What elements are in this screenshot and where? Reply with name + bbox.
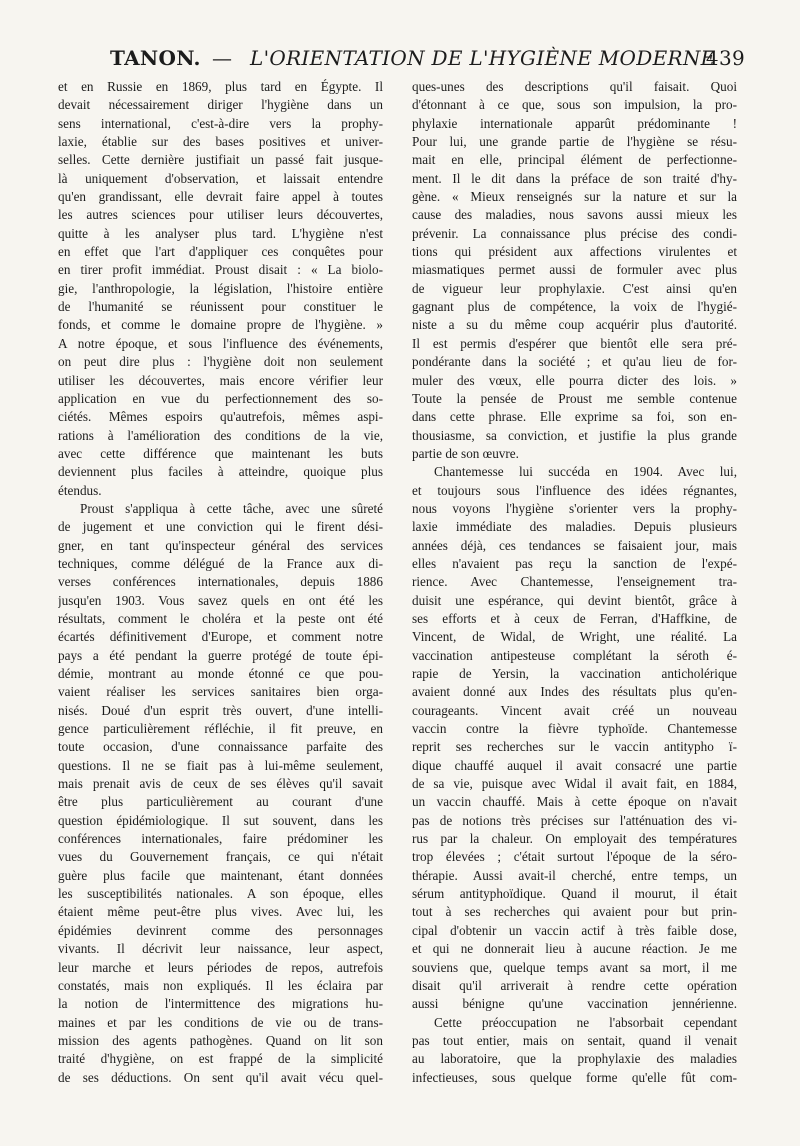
left-column-line: gner, en tant qu'inspecteur général des services <box>58 537 383 553</box>
running-header <box>60 42 745 74</box>
left-column-line: résultats, comment le choléra et la peste ont été <box>58 610 383 626</box>
left-column-line: de jugement et une conviction qui le firent dési- <box>58 519 383 535</box>
left-column-line: vues du Gouvernement français, ce qui n'était <box>58 849 383 865</box>
right-column-line: rapie de Yersin, la vaccination anticholérique <box>412 666 737 681</box>
left-column-line: de ses déductions. On sent qu'il avait vécu quel- <box>58 1069 383 1085</box>
right-column-line: sérum antityphoïdique. Quand il mourut, il était <box>412 886 737 902</box>
left-column-line: deviennent plus faciles à atteindre, quoique plus <box>58 464 383 480</box>
left-column-line: être plus particulièrement au courant d'une <box>58 794 383 810</box>
right-column-line: tions qui président aux affections virulentes et <box>412 244 737 260</box>
left-column-line: maines et par les conditions de vie ou de trans- <box>58 1014 383 1030</box>
right-column-line: elles n'avaient pas reçu la sanction de l'expé- <box>412 555 737 571</box>
right-column-line: nous voyons l'hygiène s'orienter vers la prophy- <box>412 500 737 516</box>
right-column-line: un vaccin chauffé. Mais à cette époque on n'avait <box>412 794 737 810</box>
left-column-line: de l'humanité se réunissent pour constituer le <box>58 299 383 315</box>
right-column-line: laxie immédiate des maladies. Depuis plusieurs <box>412 519 737 535</box>
left-column-line: nisés. Doué d'un esprit très ouvert, d'une intelli- <box>58 702 383 718</box>
right-column-line: duisit une espérance, qui devint bientôt, grâce à <box>412 592 737 608</box>
right-column-line: Toute la pensée de Proust me semble contenue <box>412 390 737 406</box>
right-column-line: dique chauffé auquel il avait consacré une partie <box>412 757 737 773</box>
right-column-line: années déjà, ces tendances se faisaient jour, mais <box>412 537 737 553</box>
right-column-line: d'étonnant à ce que, sous son impulsion, la pro- <box>412 97 737 113</box>
left-column-line: et en Russie en 1869, plus tard en Égypte. Il <box>58 79 383 94</box>
left-column-line: selles. Cette dernière justifiait un passé fait jusque- <box>58 152 383 168</box>
header-author: TANON. <box>110 46 201 70</box>
right-column-line: niste a su du même coup acquérir plus d'autorité. <box>412 317 737 333</box>
left-column-line: traité d'hygiène, on est frappé de la simplicité <box>58 1051 383 1067</box>
right-column-line: thousiasme, sa conviction, et justifie la plus grande <box>412 427 737 443</box>
left-column-line: étaient même peut-être plus vives. Avec lui, les <box>58 904 383 920</box>
left-column-line: jusqu'en 1903. Vous savez quels en ont été les <box>58 592 383 608</box>
left-column-line: application en vue du perfectionnement des so- <box>58 390 383 406</box>
left-column-line: étendus. <box>58 482 102 498</box>
right-column-line: rience. Avec Chantemesse, l'enseignement tra- <box>412 574 737 590</box>
left-column-line: quitte à les analyser plus tard. L'hygiène n'est <box>58 225 383 241</box>
right-column <box>412 78 737 1087</box>
left-column-line: mission des agents pathogènes. Quand on lit son <box>58 1032 383 1048</box>
left-column-line: qu'en grandissant, elle devrait faire appel à toutes <box>58 189 383 205</box>
right-column-line: gène. « Mieux renseignés sur la nature et sur la <box>412 189 737 205</box>
right-column-line: cipal d'obtenir un vaccin actif à très faible dose, <box>412 922 737 938</box>
left-column-line: guère plus facile que maintenant, étant données <box>58 867 383 883</box>
right-column-line: Cette préoccupation ne l'absorbait cependant <box>434 1014 737 1030</box>
right-column-line: disait qu'il arriverait à rendre cette opération <box>412 977 737 993</box>
left-column-line: démie, montrant au monde étonné ce que pou- <box>58 666 383 681</box>
left-column-line: utiliser les découvertes, mais encore vérifier leur <box>58 372 383 388</box>
left-column-line: en effet que l'art d'appliquer ces conquêtes pour <box>58 244 383 260</box>
right-column-line: mait en elle, principal élément de perfectionne- <box>412 152 737 168</box>
right-column-line: muler des vœux, elle pourra dicter des lois. » <box>412 372 737 388</box>
right-column-line: souviens que, quelque temps avant sa mort, il me <box>412 959 737 975</box>
left-column-line: avec cette différence que maintenant les buts <box>58 445 383 461</box>
right-column-line: Chantemesse lui succéda en 1904. Avec lui, <box>434 464 737 480</box>
left-column-line: constatés, mais non expliqués. Il les éclaira par <box>58 977 383 993</box>
left-column-line: rations à l'amélioration des conditions de la vie, <box>58 427 383 443</box>
right-column-line: dans cette phrase. Elle exprime sa foi, son en- <box>412 409 737 425</box>
right-column-line: rus par la chaleur. On employait des températures <box>412 831 737 847</box>
left-column-line: les autres sciences pour utiliser leurs découvertes, <box>58 207 383 223</box>
left-column-line: gie, l'anthropologie, la législation, l'histoire entière <box>58 280 383 296</box>
right-column-line: pondérante dans la société ; et qu'au lieu de for- <box>412 354 737 370</box>
left-column-line: laxie, établie sur des bases positives et univer- <box>58 134 383 150</box>
page-number: 439 <box>705 46 745 70</box>
right-column-line: avaient donné aux Indes des résultats plus qu'en- <box>412 684 737 700</box>
left-column-line: verses conférences internationales, depuis 1886 <box>58 574 383 590</box>
header-separator: — <box>212 46 233 70</box>
left-column-line: en tirer profit immédiat. Proust disait : « La biolo- <box>58 262 383 278</box>
left-column-line: fonds, et comme le domaine propre de l'hygiène. » <box>58 317 383 333</box>
left-column-line: A notre époque, et sous l'influence des événements, <box>58 335 383 351</box>
right-column-line: Il est permis d'espérer que bientôt elle sera pré- <box>412 335 737 351</box>
right-column-line: prévenir. La connaissance plus précise des condi- <box>412 225 737 241</box>
right-column-line: miasmatiques permet aussi de formuler avec plus <box>412 262 737 278</box>
left-column-line: vivants. Il décrivit leur naissance, leur aspect, <box>58 941 383 957</box>
right-column-line: Vincent, de Widal, de Wright, une réalité. La <box>412 629 737 645</box>
left-column-line: leur marche et leurs périodes de repos, autrefois <box>58 959 383 975</box>
right-column-line: et qui ne donnerait lieu à aucune réaction. Je me <box>412 941 737 957</box>
right-column-line: Pour lui, une grande partie de l'hygiène se résu- <box>412 134 737 150</box>
left-column-line: ciétés. Mêmes espoirs qu'autrefois, mêmes aspi- <box>58 409 383 425</box>
left-column-line: là uniquement d'observation, et laissait entendre <box>58 170 383 186</box>
right-column-line: trop élevées ; c'était surtout l'époque de la séro- <box>412 849 737 865</box>
right-column-line: et toujours sous l'influence des idées régnantes, <box>412 482 737 498</box>
left-column-line: toute occasion, d'une connaissance parfaite des <box>58 739 383 755</box>
left-column-line: sens international, c'est-à-dire vers la prophy- <box>58 115 383 131</box>
left-column-line: épidémies devinrent comme des personnages <box>58 922 383 938</box>
left-column-line: gence particulièrement réfléchie, il fit preuve, en <box>58 721 383 737</box>
right-column-line: pas tout entier, mais on sentait, quand il venait <box>412 1032 737 1048</box>
left-column-line: on peut dire plus : l'hygiène doit non seulement <box>58 354 383 370</box>
right-column-line: partie de son œuvre. <box>412 445 519 461</box>
left-column-line: la notion de l'intermittence des migrations hu- <box>58 996 383 1012</box>
left-column-line: conférences internationales, faire prédominer les <box>58 831 383 847</box>
left-column-line: devait nécessairement diriger l'hygiène dans un <box>58 97 383 113</box>
left-column-line: vaient réaliser les services sanitaires bien orga- <box>58 684 383 700</box>
left-column-line: question épidémiologique. Il sut souvent, dans les <box>58 812 383 828</box>
right-column-line: ques-unes des descriptions qu'il faisait. Quoi <box>412 79 737 94</box>
left-column-line: questions. Il ne se fiait pas à lui-même seulement, <box>58 757 383 773</box>
left-column <box>58 78 383 1087</box>
right-column-line: ses efforts et à ceux de Ferran, d'Haffkine, de <box>412 610 737 626</box>
right-column-line: reprit ses recherches sur le vaccin antitypho ï- <box>412 739 737 755</box>
left-column-line: techniques, comme délégué de la France aux di- <box>58 555 383 571</box>
right-column-line: vaccin contre la fièvre typhoïde. Chantemesse <box>412 721 737 737</box>
right-column-line: cause des maladies, nous savons aussi mieux les <box>412 207 737 223</box>
left-column-line: Proust s'appliqua à cette tâche, avec une sûreté <box>80 500 383 516</box>
right-column-line: infectieuses, sous quelque forme qu'elle fût com- <box>412 1069 737 1085</box>
left-column-line: mais prenait avis de ceux de ses élèves qu'il savait <box>58 776 383 792</box>
right-column-line: aussi bénigne qu'une vaccination jennérienne. <box>412 996 737 1012</box>
left-column-line: pays a été pendant la guerre protégé de toute épi- <box>58 647 383 663</box>
left-column-line: écartés définitivement d'Europe, et comment notre <box>58 629 383 645</box>
right-column-line: courageants. Vincent avait créé un nouveau <box>412 702 737 718</box>
right-column-line: gagnant plus de compétence, la voix de l'hygié- <box>412 299 737 315</box>
right-column-line: ment. Il le dit dans la préface de son traité d'hy- <box>412 170 737 186</box>
header-title: L'ORIENTATION DE L'HYGIÈNE MODERNE <box>250 46 716 70</box>
right-column-line: au laboratoire, que la prophylaxie des maladies <box>412 1051 737 1067</box>
right-column-line: de sa vie, puisque avec Widal il avait fait, en 1884, <box>412 776 737 792</box>
right-column-line: thérapie. Aussi avait-il cherché, entre temps, un <box>412 867 737 883</box>
right-column-line: de vigueur leur prophylaxie. C'est ainsi qu'en <box>412 280 737 296</box>
left-column-line: les susceptibilités nationales. A son époque, elles <box>58 886 383 902</box>
right-column-line: pas de notions très précises sur l'atténuation des vi- <box>412 812 737 828</box>
right-column-line: phylaxie internationale apparût prédominante ! <box>412 115 737 131</box>
right-column-line: vaccination antipesteuse complétant la séroth é- <box>412 647 737 663</box>
right-column-line: tout à ses recherches qui avaient pour but prin- <box>412 904 737 920</box>
